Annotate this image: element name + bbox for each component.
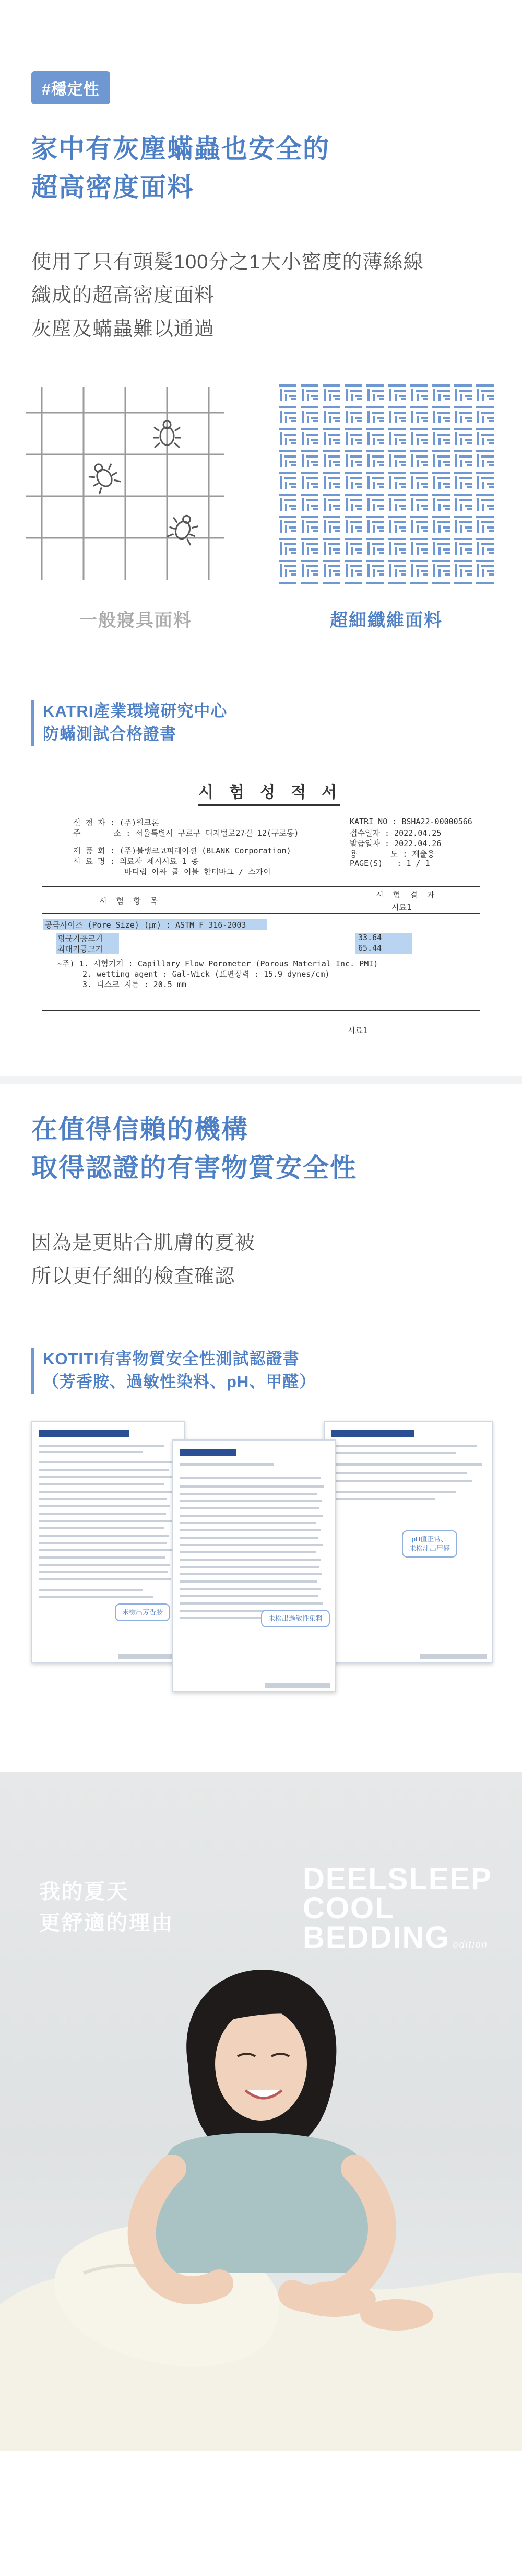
woman-with-bedding-illustration [0,1772,522,2451]
cert-row-1: 평균기공크기 [57,934,103,943]
cert-val-1: 33.64 [358,933,382,942]
regular-fabric-illustration [26,381,224,585]
cert-issue: 발급일자 : 2022.04.26 [350,839,442,848]
headline-dust-mite [31,130,330,207]
cert-applicant: 신 청 자 : (주)월크론 [73,818,159,827]
headline2-line-1: 在值得信賴的機構 [31,1115,248,1144]
cert-recv: 접수일자 : 2022.04.25 [350,828,442,838]
bubble-allergenic-dye: 未檢出過敏性染料 [261,1610,330,1627]
katri-label-line-1: KATRI產業環境研究中心 [43,702,228,720]
body2-line-1: 因為是更貼合肌膚的夏被 [31,1232,256,1254]
cert-val-2: 65.44 [358,943,382,953]
brand-line-2: COOL [303,1891,395,1925]
microfiber-illustration [277,381,496,585]
cert-address: 주 소 : 서울특별시 구로구 디지털로27길 12(구로동) [73,828,299,838]
headline-line-2: 超高密度面料 [31,173,194,202]
stability-tag: #穩定性 [31,71,110,104]
kotiti-doc-2 [172,1439,336,1692]
fabric-description [31,245,424,346]
cert-row-title: 공극사이즈 (Pore Size) (㎛) : ASTM F 316-2003 [45,920,246,930]
cert-footer: 시료1 [348,1026,368,1035]
body-line-3: 灰塵及蟎蟲難以通過 [31,318,215,340]
safety-description [31,1226,255,1293]
katri-label-line-2: 防蟎測試合格證書 [43,725,176,743]
cert-rule-bottom [42,1010,480,1011]
body2-line-2: 所以更仔細的檢查確認 [31,1266,235,1287]
body-line-1: 使用了只有頭髮100分之1大小密度的薄絲線 [31,251,424,273]
microfiber-caption: 超細纖維面料 [330,611,443,630]
kotiti-label-line-2: （芳香胺、過敏性染料、pH、甲醛） [43,1373,316,1391]
section-divider [0,1076,522,1084]
kotiti-doc-1 [31,1421,185,1663]
cert-rule-top [42,886,480,887]
cert-use: 용 도 : 제출용 [350,849,435,859]
cert-no: KATRI NO : BSHA22-00000566 [350,817,472,826]
cert-rule-mid [42,913,480,914]
cert-col-item: 시 험 항 목 [99,896,158,906]
cert-row-2: 최대기공크기 [57,944,103,954]
cert-col-result: 시 험 결 과 [376,890,435,899]
headline-line-1: 家中有灰塵蟎蟲也安全的 [31,134,330,163]
headline-safety [31,1110,357,1187]
bubble-ph-formaldehyde: pH值正常、 未檢測出甲醛 [402,1530,457,1558]
katri-label [31,700,227,746]
katri-certificate [42,763,480,1060]
kotiti-documents [31,1421,491,1692]
cert-note-1: ~주) 1. 시험기기 : Capillary Flow Porometer (Porous Material Inc. PMI) [57,959,378,968]
regular-fabric-caption: 一般寢具面料 [79,611,192,630]
body-line-2: 織成的超高密度面料 [31,285,215,307]
brand-line-3: BEDDING edition [303,1921,488,1954]
lifestyle-banner [0,1772,522,2451]
kotiti-label [31,1348,316,1394]
cert-title: 시 험 성 적 서 [198,779,340,806]
banner-tagline-2: 更舒適的理由 [39,1912,174,1935]
cert-page: PAGE(S) : 1 / 1 [350,859,430,868]
cert-note-2: 2. wetting agent : Gal-Wick (표면장력 : 15.9 dynes/cm) [82,969,330,979]
cert-col-sample: 시료1 [392,903,412,912]
headline2-line-2: 取得認證的有害物質安全性 [31,1153,357,1182]
kotiti-label-line-1: KOTITI有害物質安全性測試認證書 [43,1350,300,1368]
banner-tagline-1: 我的夏天 [39,1880,129,1903]
cert-maker: 제 품 회 : (주)블랭크코퍼레이션 (BLANK Corporation) [73,846,291,856]
brand-line-1: DEELSLEEP [303,1862,492,1896]
bubble-aromatic-amine: 未檢出芳香胺 [115,1603,170,1621]
cert-sample: 시 료 명 : 의료자 제시시료 1 종 [73,857,199,866]
cert-note-3: 3. 디스크 지름 : 20.5 mm [82,980,186,989]
cert-sample-desc: 바디럽 아싸 쿨 이불 한터바그 / 스카이 [124,867,271,876]
page-bottom-spacer [0,2451,522,2576]
